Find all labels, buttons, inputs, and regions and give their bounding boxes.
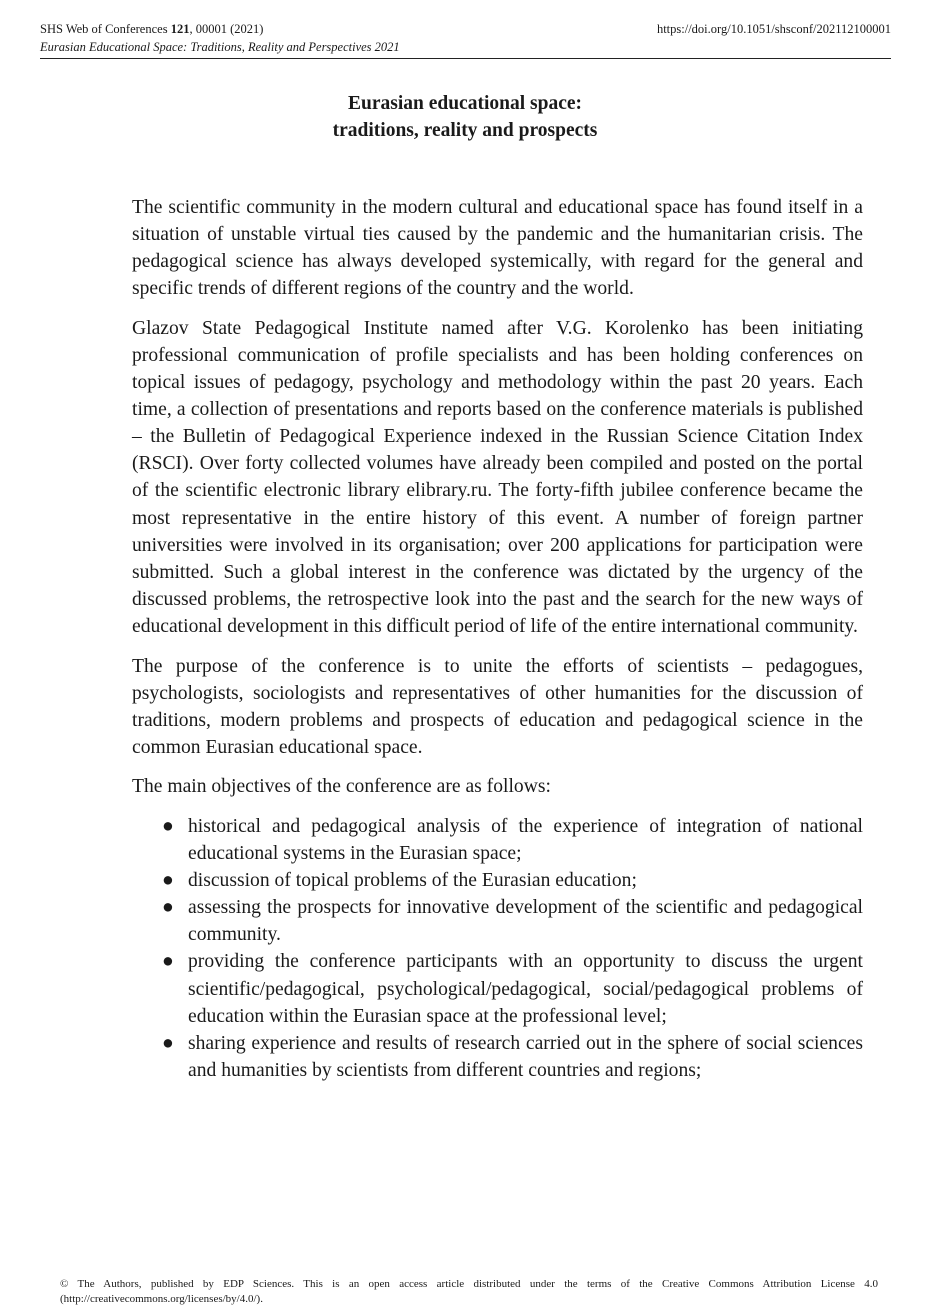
bullet-icon: ● <box>162 815 174 837</box>
page-header <box>40 18 891 59</box>
list-item <box>132 1030 863 1084</box>
title-line-2: traditions, reality and prospects <box>332 120 598 141</box>
bullet-icon: ● <box>162 1032 174 1054</box>
list-item-text: sharing experience and results of research carried out in the sphere of social sciences and humanities by scientists from different countries and regions; <box>188 1032 863 1081</box>
list-item <box>132 948 863 1029</box>
paragraph-intro: The scientific community in the modern cultural and educational space has found itself in a situation of unstable virtual ties caused by the pandemic and the humanitarian crisis. The pedagogical science has always developed systemically, with regard for the general and specific trends of different regions of the country and the world. <box>132 197 863 300</box>
list-item-text: discussion of topical problems of the Eurasian education; <box>188 870 637 892</box>
conference-name: Eurasian Educational Space: Traditions, Reality and Perspectives 2021 <box>40 40 400 54</box>
list-item-text: providing the conference participants with an opportunity to discuss the urgent scientific/pedagogical, psychological/pedagogical, social/pedagogical problems of education within the Eurasian space at the professional level; <box>188 951 863 1027</box>
journal-name: SHS Web of Conferences <box>40 22 171 36</box>
list-item-text: historical and pedagogical analysis of the experience of integration of national educational systems in the Eurasian space; <box>188 815 863 865</box>
list-item-text: assessing the prospects for innovative development of the scientific and pedagogical community. <box>188 897 863 946</box>
list-item <box>132 894 863 948</box>
list-item <box>132 867 863 894</box>
title-line-1: Eurasian educational space: <box>347 93 583 114</box>
journal-volume: 121 <box>170 22 190 36</box>
article-body <box>132 194 863 1084</box>
paragraph-objectives-intro: The main objectives of the conference are as follows: <box>132 776 551 798</box>
list-item <box>132 813 863 867</box>
doi-link[interactable]: https://doi.org/10.1051/shsconf/202112100001 <box>656 22 891 36</box>
journal-citation <box>40 20 263 38</box>
objectives-list <box>132 813 863 1084</box>
paragraph-institute: Glazov State Pedagogical Institute named after V.G. Korolenko has been initiating professional communication of profile specialists and has been holding conferences on topical issues of pedagogy, psychology and methodology within the past 20 years. Each time, a collection of presentations and reports based on the conference materials is published – the Bulletin of Pedagogical Experience indexed in the Russian Science Citation Index (RSCI). Over forty collected volumes have already been compiled and posted on the portal of the scientific electronic library elibrary.ru. The forty-fifth jubilee conference became the most representative in the entire history of this event. A number of foreign partner universities were involved in its organisation; over 200 applications for participation were submitted. Such a global interest in the conference was dictated by the urgency of the discussed problems, the retrospective look into the past and the search for the new ways of educational development in this difficult period of life of the entire international community. <box>132 317 863 637</box>
article-title <box>0 90 930 144</box>
paragraph-purpose: The purpose of the conference is to unite the efforts of scientists – pedagogues, psychologists, sociologists and representatives of other humanities for the discussion of traditions, modern problems and prospects of education and pedagogical science in the common Eurasian educational space. <box>132 655 863 758</box>
bullet-icon: ● <box>162 897 174 919</box>
bullet-icon: ● <box>162 870 174 892</box>
bullet-icon: ● <box>162 951 174 973</box>
article-number-year: , 00001 (2021) <box>189 22 264 36</box>
license-footer: © The Authors, published by EDP Sciences. This is an open access article distributed under the terms of the Creative Commons Attribution License 4.0 (http://creativecommons.org/licenses/by/4.0/). <box>60 1278 878 1305</box>
